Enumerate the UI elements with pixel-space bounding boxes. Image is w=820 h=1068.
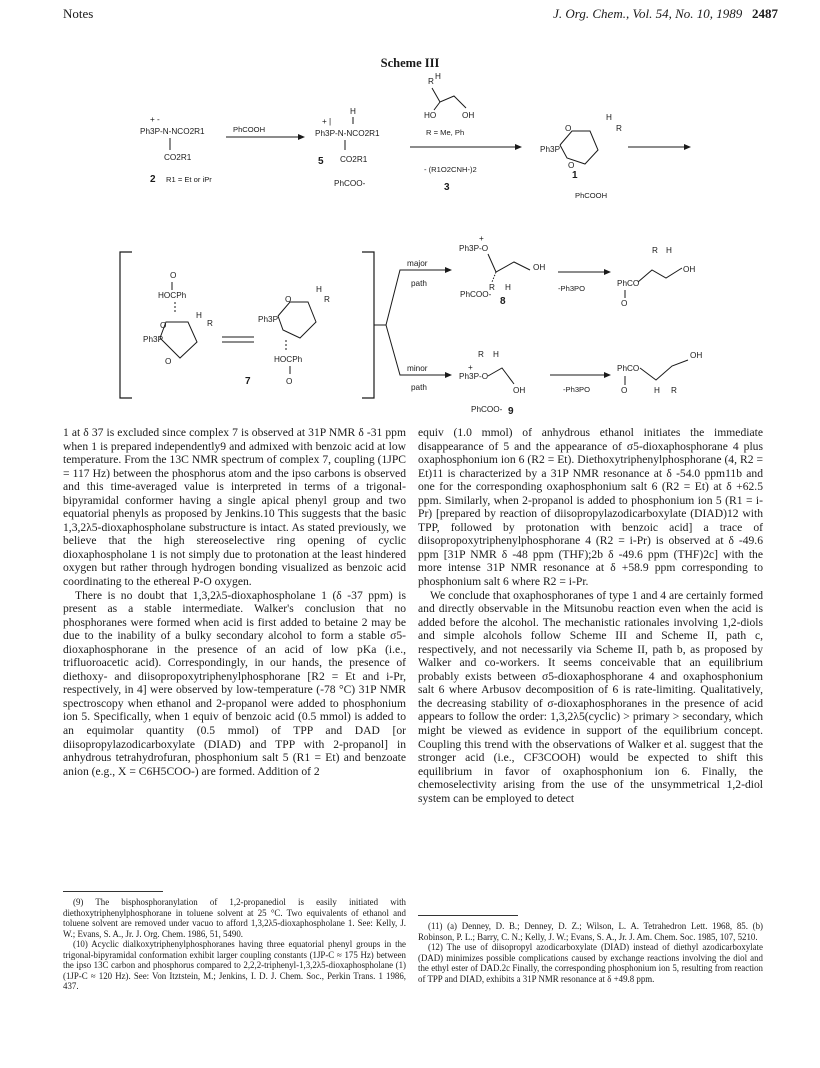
betaine-formula: Ph3P-N-NCO2R1 (140, 127, 205, 136)
arrow-2-head (515, 144, 522, 150)
reagent-benzoic-acid: PhCOOH (233, 125, 266, 134)
reaction-scheme (0, 0, 820, 420)
salt5-label: 5 (318, 156, 324, 167)
salt5-anion: PhCOO- (334, 179, 366, 188)
phospholane1-r: R (616, 124, 622, 133)
major-product-h: H (666, 246, 672, 255)
diol-r: R (428, 77, 434, 86)
complex7b-r: R (324, 295, 330, 304)
complex7a-r: R (207, 319, 213, 328)
complex7b-ring (278, 302, 316, 338)
minor-label: minor (407, 364, 428, 373)
complex7a-acid: HOCPh (158, 291, 187, 300)
betaine-label: 2 (150, 174, 156, 185)
arrow-1-head (298, 134, 305, 140)
salt9-r: R (478, 350, 484, 359)
major-product-skeleton (638, 268, 682, 282)
right-paragraph-1: equiv (1.0 mmol) of anhydrous ethanol initiates the immediate disappearance of 5 and the appearance of σ5-dioxaphosphorane 4 plus oxaphosphonium ion 6 (R2 = Et). Diethoxytriphenylphosphorane (4, R2 = Et)11 is characterized by a 31P NMR resonance at δ -54.0 ppm11b and one for the corresponding oxaphosphonium salt 6 (R2 = Et) at δ +62.5 ppm. Similarly, when 2-propanol is added to phosphonium ion 5 (R1 = i-Pr) [prepared by reaction of diisopropylazodicarboxylate (DIAD)12 with TPP, followed by protonation with benzoic acid] a trace of diisopropoxytriphenylphosphorane 4 (R2 = i-Pr) is observed at δ -49.6 ppm [31P NMR δ -48 ppm (THF);2b δ -49.6 ppm (THF)2c] with the more intense 31P NMR resonance at δ +58.9 ppm corresponding to phosphonium salt 6 where R2 = i-Pr. (418, 426, 763, 589)
salt8-label: 8 (500, 296, 506, 307)
diol-skeleton (432, 88, 466, 108)
phospholane1-o-top: O (565, 124, 572, 133)
diol-ho: HO (424, 111, 437, 120)
salt9-anion: PhCOO- (471, 405, 503, 414)
complex7a-carbonyl-o: O (170, 271, 177, 280)
byproduct-label: 3 (444, 182, 450, 193)
salt9-label: 9 (508, 406, 514, 417)
salt8-oh: OH (533, 263, 546, 272)
salt9-skeleton (488, 368, 514, 384)
salt9-oh: OH (513, 386, 526, 395)
major-label: major (407, 259, 428, 268)
salt8-r: R (489, 283, 495, 292)
salt5-formula: Ph3P-N-NCO2R1 (315, 129, 380, 138)
minor-product-skeleton (640, 360, 688, 380)
running-header-section: Notes (63, 6, 94, 21)
salt8-skeleton (488, 254, 530, 272)
phospholane1-ph3p: Ph3P (540, 145, 561, 154)
page-number: 2487 (752, 6, 778, 21)
phospholane1-label: 1 (572, 170, 578, 181)
salt5-ester: CO2R1 (340, 155, 368, 164)
phospholane1-o-bottom: O (568, 161, 575, 170)
complex7a-o: O (160, 321, 167, 330)
major-product-ester: PhCO (617, 279, 640, 288)
body-column-left (63, 426, 406, 778)
salt5-charge: + | (322, 117, 332, 126)
complex7a-o2: O (165, 357, 172, 366)
major-product-r: R (652, 246, 658, 255)
diol-condition: R = Me, Ph (426, 128, 465, 137)
salt9-plus: + (468, 363, 473, 372)
footnote-11: (11) (a) Denney, D. B.; Denney, D. Z.; Wilson, L. A. Tetrahedron Lett. 1968, 85. (b) Robinson, P. L.; Barry, C. N.; Kelly, J. W.; Evans, S. A., Jr. J. Am. Chem. Soc. 1985, 107, 5210. (418, 921, 763, 942)
salt8-phosphonium: Ph3P-O (459, 244, 489, 253)
minor-ph3po-loss: -Ph3PO (563, 385, 591, 394)
minor-path-label: path (411, 383, 427, 392)
byproduct-formula: - (R1O2CNH-)2 (424, 165, 477, 174)
footnote-10: (10) Acyclic dialkoxytriphenylphosphoranes having three equatorial phenyl groups in the trigonal-bipyramidal conformation exhibit larger coupling constants (1JP-C ≈ 175 Hz) between the ipso 13C carbon and phosphorus compared to 2,2,2-triphenyl-1,3,2λ5-dioxaphospholane (1) (1JP-C ≈ 120 Hz). See: Von Itztstein, M.; Jenkins, I. D. J. Chem. Soc., Perkin Trans. 1 1986, 437. (63, 939, 406, 991)
betaine-ester: CO2R1 (164, 153, 192, 162)
complex7b-carbonyl-o: O (286, 377, 293, 386)
salt8-h: H (505, 283, 511, 292)
salt8-stereo-bond (492, 272, 496, 282)
salt8-plus: + (479, 234, 484, 243)
right-paragraph-2: We conclude that oxaphosphoranes of type 1 and 4 are certainly formed and directly observable in the Mitsunobu reaction even when the acid is added before the alcohol. The mechanistic rationales involving 1,2-diols and simple alcohols follow Scheme III and Scheme II, path c, respectively, and not necessarily via Scheme II, path b, as proposed by Walker and co-workers. It seems conceivable that an equilibrium probably exists between σ5-dioxaphosphorane 4 and oxaphosphonium salt 6 where Arbusov decomposition of 6 is rate-limiting. Qualitatively, the decreasing stability of σ-dioxaphosphoranes in the presence of acid appears to follow the order: 1,3,2λ5(cyclic) > primary > secondary, which might be viewed as evidence in support of the equilibrium concept. Coupling this trend with the observations of Walker et al. suggest that the stronger acid (i.e., CF3COOH) would be expected to shift this equilibrium in favor of oxaphosphonium ion 6. Finally, the chemoselectivity arising from the use of the unsymmetrical 1,2-diol system can be employed to detect (418, 588, 763, 805)
major-product-o: O (621, 299, 628, 308)
complex7b-h: H (316, 285, 322, 294)
footnote-12: (12) The use of diisopropyl azodicarboxylate (DIAD) instead of diethyl azodicarboxylate (DAD) minimizes possible complications caused by exchange reactions involving the diol and the ethyl ester of DAD.2c Finally, the corresponding phosphonium ion 5, resulting from reaction of TPP and DIAD, exhibits a 31P NMR resonance at δ +49.8 ppm. (418, 942, 763, 984)
footnotes-right (418, 921, 763, 984)
branch-minor-head (445, 372, 452, 378)
diol-h: H (435, 72, 441, 81)
minor-product-ester: PhCO (617, 364, 640, 373)
complex7b-acid: HOCPh (274, 355, 303, 364)
journal-citation: J. Org. Chem., Vol. 54, No. 10, 1989 (553, 6, 743, 21)
footnote-9: (9) The bisphosphoranylation of 1,2-propanediol is easily initiated with diethoxytriphenylphosphorane in toluene solvent at 25 °C. Two equivalents of ethanol and toluene solvent are removed under vacuo to afford 1,3,2λ5-dioxaphospholane 1. See: Kelly, J. W.; Evans, S. A., Jr. J. Org. Chem. 1986, 51, 5490. (63, 897, 406, 939)
minor-product-o: O (621, 386, 628, 395)
complex7b-o-top: O (285, 295, 292, 304)
betaine-charges: + - (150, 115, 160, 124)
minor-product-h: H (654, 386, 660, 395)
salt8-anion: PhCOO- (460, 290, 492, 299)
major-ph3po-loss: -Ph3PO (558, 284, 586, 293)
betaine-r-definition: R1 = Et or iPr (166, 175, 212, 184)
major-path-label: path (411, 279, 427, 288)
salt5-hydrogen: H (350, 107, 356, 116)
salt9-h: H (493, 350, 499, 359)
scheme-title: Scheme III (380, 56, 440, 70)
phospholane1-ring (560, 131, 598, 164)
left-paragraph-1: 1 at δ 37 is excluded since complex 7 is observed at 31P NMR δ -31 ppm when 1 is prepared independently9 and admixed with benzoic acid at low temperature. From the 13C NMR spectrum of complex 7, coupling (1JPC = 117 Hz) between the phosphorus atom and the ipso carbons is observed and this time-averaged value is interpreted in terms of a trigonal-bipyramidal conformer having a single apical phenyl group and two equatorial phenyls as proposed by Jenkins.10 This suggests that the basic 1,3,2λ5-dioxaphospholane substructure is intact. As stated previously, we believe that the high stereoselective ring opening of cyclic dioxaphospholane 1 is not simply due to protonation at the least hindered oxygen but rather through hydrogen bonding visualized as benzoic acid coordinating to the ethereal P-O oxygen. (63, 426, 406, 589)
complex7b-ph3p: Ph3P (258, 315, 279, 324)
phospholane1-h: H (606, 113, 612, 122)
bracket-right (362, 252, 374, 398)
diol-oh: OH (462, 111, 475, 120)
footnote-rule-right (418, 915, 518, 916)
arrow-minor-product-head (604, 372, 611, 378)
footnote-rule-left (63, 891, 163, 892)
minor-product-r: R (671, 386, 677, 395)
complex7-label: 7 (245, 376, 251, 387)
diol-ho-bond (434, 102, 440, 110)
arrow-major-product-head (604, 269, 611, 275)
left-paragraph-2: There is no doubt that 1,3,2λ5-dioxaphospholane 1 (δ -37 ppm) is present as a stable intermediate. Walker's conclusion that no phosphoranes were formed when acid is first added to betaine 2 may be due to the inability of a bulky secondary alcohol to form a stable σ5-dioxaphosphorane in the presence of an acid of low pKa (i.e., trifluoroacetic acid). Correspondingly, in our hands, the presence of diethoxy- and diisopropoxytriphenylphosphorane [R2 = Et and i-Pr, respectively, in 4] were observed by low-temperature (-78 °C) 31P NMR spectroscopy when ethanol and 2-propanol were added to phosphonium ion 5. Specifically, when 1 equiv of benzoic acid (0.5 mmol) is added to an equimolar quantity (0.5 mmol) of TPP and DAD [or diisopropylazodicarboxylate (DIAD) and TPP with 2-propanol] in anhydrous tetrahydrofuran, phosphonium salt 5 (R1 = Et) and benzoate anion (e.g., X = C6H5COO-) are formed. Addition of 2 (63, 588, 406, 778)
footnotes-left (63, 897, 406, 992)
bracket-left (120, 252, 132, 398)
complex7a-ph3p: Ph3P (143, 335, 164, 344)
salt9-phosphonium: Ph3P-O (459, 372, 489, 381)
complex7a-h: H (196, 311, 202, 320)
phospholane1-acid: PhCOOH (575, 191, 608, 200)
branch-major-head (445, 267, 452, 273)
minor-product-oh: OH (690, 351, 703, 360)
body-column-right (418, 426, 763, 805)
arrow-3-head (684, 144, 691, 150)
major-product-oh: OH (683, 265, 696, 274)
